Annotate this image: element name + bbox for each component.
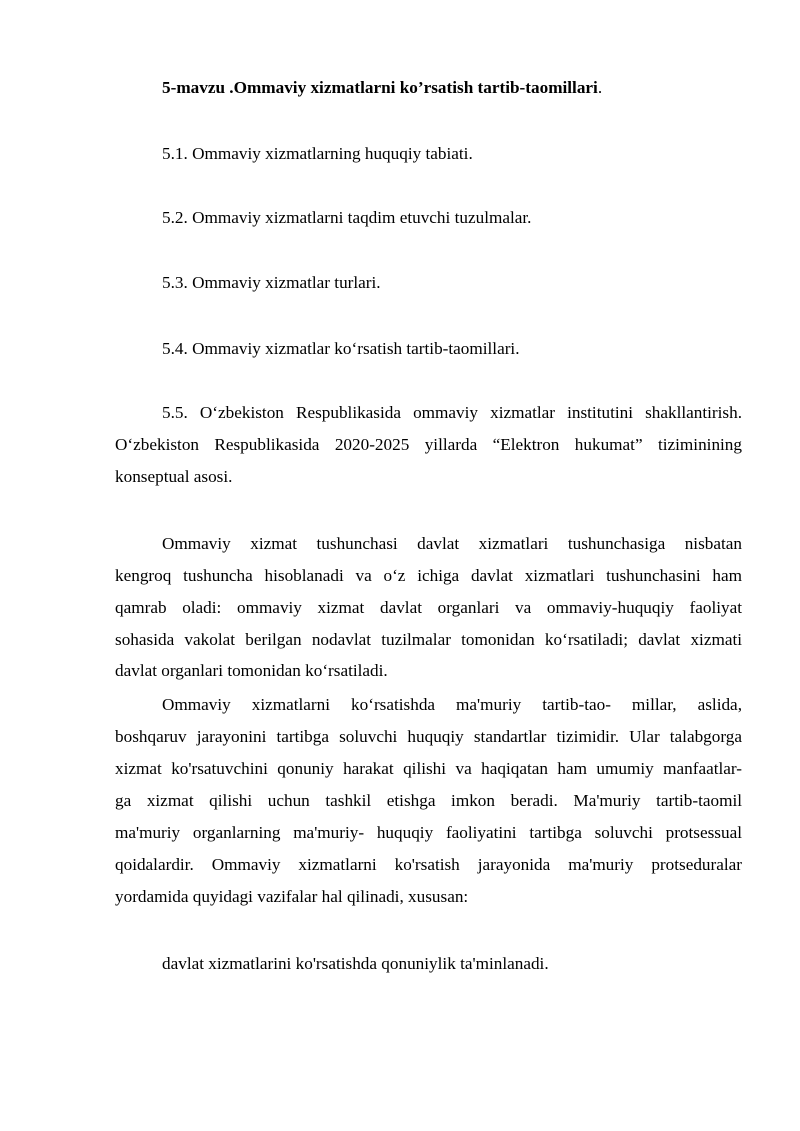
outline-item-5-2: 5.2. Ommaviy xizmatlarni taqdim etuvchi tuzulmalar. xyxy=(162,208,532,227)
outline-item-5-4: 5.4. Ommaviy xizmatlar ko‘rsatish tartib-taomillari. xyxy=(162,339,520,358)
paragraph-2-line-4: ga xizmat qilishi uchun tashkil etishga imkon beradi. Ma'muriy tartib-taomil xyxy=(115,791,742,810)
paragraph-2-line-7: yordamida quyidagi vazifalar hal qilinadi, xususan: xyxy=(115,887,469,906)
paragraph-2-line-2: boshqaruv jarayonini tartibga soluvchi huquqiy standartlar tizimidir. Ular talabgorga xyxy=(115,727,742,746)
paragraph-2-line-5: ma'muriy organlarning ma'muriy- huquqiy faoliyatini tartibga soluvchi protsessual xyxy=(115,823,742,842)
outline-item-5-5-line-1: 5.5. O‘zbekiston Respublikasida ommaviy xizmatlar institutini shakllantirish. xyxy=(162,403,742,422)
outline-item-5-3: 5.3. Ommaviy xizmatlar turlari. xyxy=(162,273,381,292)
heading-period: . xyxy=(597,78,603,97)
paragraph-2-line-1: Ommaviy xizmatlarni ko‘rsatishda ma'muriy tartib-tao- millar, aslida, xyxy=(162,695,742,714)
page-title xyxy=(162,77,742,99)
paragraph-1-line-3: qamrab oladi: ommaviy xizmat davlat organlari va ommaviy-huquqiy faoliyat xyxy=(115,598,742,617)
paragraph-1-line-1: Ommaviy xizmat tushunchasi davlat xizmatlari tushunchasiga nisbatan xyxy=(162,534,742,553)
outline-item-5-5-line-3: konseptual asosi. xyxy=(115,467,233,486)
paragraph-2-line-3: xizmat ko'rsatuvchini qonuniy harakat qilishi va haqiqatan ham umumiy manfaatlar- xyxy=(115,759,742,778)
outline-item-5-1: 5.1. Ommaviy xizmatlarning huquqiy tabiati. xyxy=(162,144,473,163)
paragraph-1-line-4: sohasida vakolat berilgan nodavlat tuzilmalar tomonidan ko‘rsatiladi; davlat xizmati xyxy=(115,630,742,649)
heading-text: 5-mavzu .Ommaviy xizmatlarni ko’rsatish tartib-taomillari xyxy=(162,78,598,97)
paragraph-2-line-6: qoidalardir. Ommaviy xizmatlarni ko'rsatish jarayonida ma'muriy protseduralar xyxy=(115,855,742,874)
paragraph-1-line-2: kengroq tushuncha hisoblanadi va o‘z ichiga davlat xizmatlari tushunchasini ham xyxy=(115,566,742,585)
outline-item-5-5-line-2: O‘zbekiston Respublikasida 2020-2025 yillarda “Elektron hukumat” tiziminining xyxy=(115,435,742,454)
paragraph-3: davlat xizmatlarini ko'rsatishda qonuniylik ta'minlanadi. xyxy=(162,954,549,973)
paragraph-1-line-5: davlat organlari tomonidan ko‘rsatiladi. xyxy=(115,661,388,680)
